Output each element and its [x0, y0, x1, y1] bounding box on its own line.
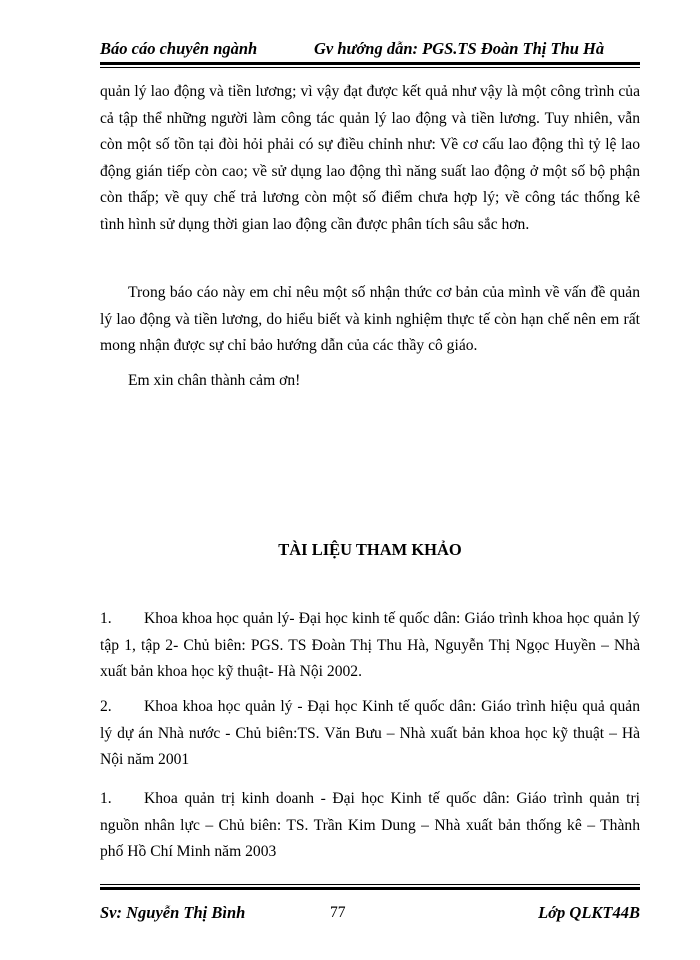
references-title: TÀI LIỆU THAM KHẢO [278, 540, 462, 559]
reference-number: 1. [100, 790, 112, 807]
reference-text: Khoa quản trị kinh doanh - Đại học Kinh tế quốc dân: Giáo trình quản trị nguồn nhân lực – Chủ biên: TS. Trần Kim Dung – Nhà xuất bản thống kê – Thành phố Hồ Chí Minh năm 2003 [100, 790, 640, 860]
footer-student: Sv: Nguyễn Thị Bình [100, 903, 246, 922]
footer-rule-thin [100, 884, 640, 885]
reference-number: 1. [100, 610, 112, 627]
page-footer [100, 902, 640, 924]
header-rule-thin [100, 67, 640, 68]
body-paragraph-1: quản lý lao động và tiền lương; vì vậy đạt được kết quả như vậy là một công trình của cả tập thể những người làm công tác quản lý lao động và tiền lương. Tuy nhiên, vẫn còn một số tồn tại đòi hỏi phải có sự điều chỉnh như: Về cơ cấu lao động thì tỷ lệ lao động gián tiếp còn cao; về sử dụng lao động thì năng suất lao động ở một số bộ phận còn thấp; về quy chế trả lương còn một số điểm chưa hợp lý; về công tác thống kê tình hình sử dụng thời gian lao động cần được phân tích sâu sắc hơn. [100, 83, 640, 233]
footer-rule-thick [100, 887, 640, 890]
reference-item [100, 694, 640, 774]
reference-item [100, 786, 640, 866]
body-paragraph-2: Trong báo cáo này em chỉ nêu một số nhận thức cơ bản của mình về vấn đề quản lý lao động và tiền lương, do hiểu biết và kinh nghiệm thực tế còn hạn chế nên em rất mong nhận được sự chỉ bảo hướng dẫn của các thầy cô giáo. [100, 284, 640, 354]
header-supervisor: Gv hướng dẫn: PGS.TS Đoàn Thị Thu Hà [314, 39, 605, 58]
reference-item [100, 606, 640, 686]
reference-text: Khoa khoa học quản lý - Đại học Kinh tế quốc dân: Giáo trình hiệu quả quản lý dự án Nhà nước - Chủ biên:TS. Văn Bưu – Nhà xuất bản khoa học kỹ thuật – Hà Nội năm 2001 [100, 698, 640, 768]
page-header [100, 38, 640, 60]
footer-class: Lớp QLKT44B [538, 903, 640, 922]
header-rule-thick [100, 62, 640, 65]
footer-page-number: 77 [330, 904, 346, 921]
reference-number: 2. [100, 698, 112, 715]
body-paragraph-3: Em xin chân thành cảm ơn! [128, 372, 301, 389]
header-report-title: Báo cáo chuyên ngành [100, 39, 258, 58]
reference-text: Khoa khoa học quản lý- Đại học kinh tế quốc dân: Giáo trình khoa học quản lý tập 1, tập 2- Chủ biên: PGS. TS Đoàn Thị Thu Hà, Nguyễn Thị Ngọc Huyền – Nhà xuất bản khoa học kỹ thuật- Hà Nội 2002. [100, 610, 640, 680]
